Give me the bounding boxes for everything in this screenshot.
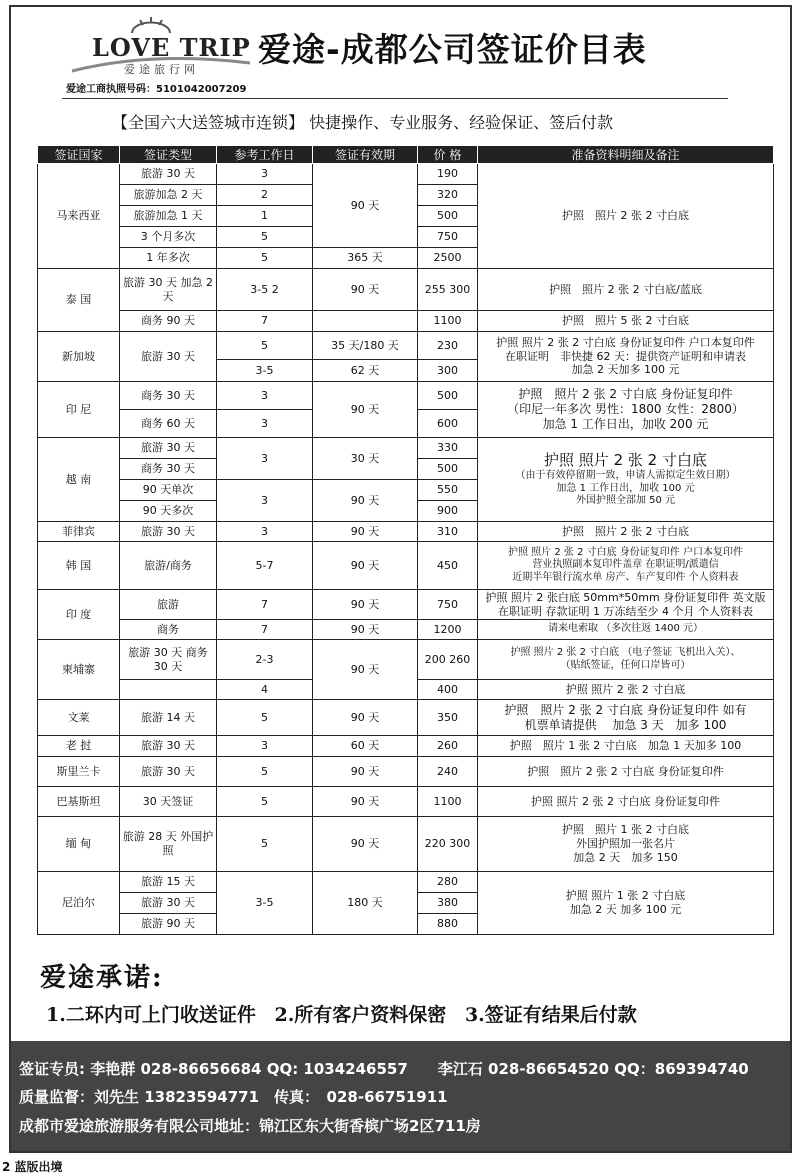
workdays-cell: 3-5 2 — [217, 269, 313, 311]
section-label: 蓝版出境 — [14, 1160, 63, 1174]
price-cell: 230 — [418, 332, 478, 360]
workdays-cell: 3 — [217, 410, 313, 438]
workdays-cell: 1 — [217, 206, 313, 227]
workdays-cell: 2-3 — [217, 640, 313, 680]
workdays-cell: 3 — [217, 382, 313, 410]
country-cell: 印 尼 — [38, 382, 120, 438]
contact-line-supervisor: 质量监督：刘先生 13823594771 传真： 028-66751911 — [19, 1088, 448, 1106]
workdays-cell: 4 — [217, 680, 313, 700]
country-cell: 菲律宾 — [38, 522, 120, 542]
notes-line: 护照 照片 2 张 2 寸白底 身份证复印件 户口本复印件 — [508, 546, 743, 558]
price-cell: 310 — [418, 522, 478, 542]
visa-type-cell: 旅游/商务 — [120, 542, 217, 590]
notes-line: 机票单请提供 加急 3 天 加多 100 — [524, 717, 727, 732]
validity-cell: 62 天 — [313, 360, 418, 382]
country-cell: 巴基斯坦 — [38, 787, 120, 817]
column-header: 价 格 — [418, 146, 478, 164]
notes-cell — [478, 332, 774, 382]
workdays-cell: 5 — [217, 227, 313, 248]
notes-cell — [478, 787, 774, 817]
country-cell: 泰 国 — [38, 269, 120, 332]
country-cell: 柬埔寨 — [38, 640, 120, 700]
workdays-cell: 5 — [217, 700, 313, 736]
price-cell: 280 — [418, 872, 478, 893]
visa-type-cell: 旅游 90 天 — [120, 914, 217, 935]
price-cell: 500 — [418, 459, 478, 480]
workdays-cell: 7 — [217, 311, 313, 332]
price-cell: 450 — [418, 542, 478, 590]
visa-type-cell — [120, 680, 217, 700]
workdays-cell: 3 — [217, 438, 313, 480]
workdays-cell: 7 — [217, 590, 313, 620]
visa-type-cell: 3 个月多次 — [120, 227, 217, 248]
logo-text: LOVE TRIP — [92, 33, 251, 62]
price-cell: 255 300 — [418, 269, 478, 311]
notes-line: 加急 2 天加多 100 元 — [571, 363, 680, 377]
notes-line: 护照 照片 2 张 2 寸白底 身份证复印件 如有 — [504, 702, 747, 717]
validity-cell: 90 天 — [313, 640, 418, 700]
country-cell: 尼泊尔 — [38, 872, 120, 935]
visa-type-cell: 旅游加急 1 天 — [120, 206, 217, 227]
business-license-number: 爱途工商执照号码：5101042007209 — [66, 84, 247, 95]
workdays-cell: 3-5 — [217, 872, 313, 935]
visa-type-cell: 旅游 30 天 商务 30 天 — [120, 640, 217, 680]
promise-item: 1.二环内可上门收送证件 — [46, 1004, 256, 1026]
notes-line: 外国护照加一张名片 — [576, 837, 675, 851]
price-cell: 2500 — [418, 248, 478, 269]
country-cell: 缅 甸 — [38, 817, 120, 872]
visa-type-cell: 90 天单次 — [120, 480, 217, 501]
price-cell: 880 — [418, 914, 478, 935]
visa-type-cell: 旅游 30 天 — [120, 332, 217, 382]
promise-list — [46, 1000, 649, 1027]
notes-cell — [478, 590, 774, 620]
notes-line: （印尼一年多次 男性：1800 女性：2800） — [507, 402, 744, 416]
visa-type-cell: 商务 — [120, 620, 217, 640]
visa-type-cell: 旅游 30 天 — [120, 438, 217, 459]
notes-line: 在职证明 存款证明 1 万冻结至少 4 个月 个人资料表 — [498, 604, 753, 618]
visa-type-cell: 旅游 14 天 — [120, 700, 217, 736]
company-logo — [62, 15, 252, 75]
visa-type-cell: 1 年多次 — [120, 248, 217, 269]
visa-type-cell: 30 天签证 — [120, 787, 217, 817]
country-cell: 新加坡 — [38, 332, 120, 382]
country-cell: 越 南 — [38, 438, 120, 522]
workdays-cell: 5-7 — [217, 542, 313, 590]
notes-line: 请来电索取 （多次往返 1400 元） — [548, 623, 703, 635]
slogan: 【全国六大送签城市连锁】 快捷操作、专业服务、经验保证、签后付款 — [112, 113, 614, 132]
notes-line: 加急 2 天 加多 150 — [573, 850, 678, 864]
promise-item: 3.签证有结果后付款 — [464, 1004, 637, 1026]
validity-cell: 30 天 — [313, 438, 418, 480]
price-cell: 900 — [418, 501, 478, 522]
notes-line: 护照 照片 2 张 2 寸白底 身份证复印件 — [527, 764, 724, 778]
workdays-cell: 2 — [217, 185, 313, 206]
notes-line: 在职证明 非快捷 62 天：提供资产证明和申请表 — [505, 349, 746, 363]
workdays-cell: 5 — [217, 248, 313, 269]
workdays-cell: 3-5 — [217, 360, 313, 382]
notes-cell — [478, 700, 774, 736]
promise-title: 爱途承诺: — [40, 963, 164, 993]
workdays-cell: 5 — [217, 757, 313, 787]
table-row — [38, 311, 774, 332]
price-cell: 380 — [418, 893, 478, 914]
notes-cell — [478, 757, 774, 787]
price-cell: 1100 — [418, 787, 478, 817]
price-cell: 1100 — [418, 311, 478, 332]
workdays-cell: 3 — [217, 480, 313, 522]
table-row — [38, 640, 774, 680]
validity-cell: 90 天 — [313, 164, 418, 248]
price-cell: 320 — [418, 185, 478, 206]
validity-cell: 90 天 — [313, 590, 418, 620]
notes-cell — [478, 872, 774, 935]
notes-line: （由于有效停留期一致，申请人需拟定生效日期） — [515, 470, 736, 482]
notes-cell — [478, 382, 774, 438]
price-cell: 1200 — [418, 620, 478, 640]
table-row — [38, 736, 774, 757]
price-cell: 500 — [418, 382, 478, 410]
notes-cell — [478, 680, 774, 700]
column-header: 参考工作日 — [217, 146, 313, 164]
validity-cell: 90 天 — [313, 480, 418, 522]
visa-type-cell: 商务 30 天 — [120, 459, 217, 480]
validity-cell: 180 天 — [313, 872, 418, 935]
country-cell: 老 挝 — [38, 736, 120, 757]
price-cell: 220 300 — [418, 817, 478, 872]
notes-cell — [478, 438, 774, 522]
notes-line: 护照 照片 2 张 2 寸白底 身份证复印件 — [531, 794, 720, 808]
validity-cell: 90 天 — [313, 522, 418, 542]
column-header: 签证类型 — [120, 146, 217, 164]
validity-cell: 365 天 — [313, 248, 418, 269]
validity-cell: 90 天 — [313, 620, 418, 640]
price-cell: 240 — [418, 757, 478, 787]
validity-cell: 90 天 — [313, 817, 418, 872]
notes-line: 护照 照片 2 张 2 寸白底 — [562, 524, 689, 538]
visa-type-cell: 商务 60 天 — [120, 410, 217, 438]
visa-type-cell: 商务 30 天 — [120, 382, 217, 410]
contact-line-staff: 签证专员: 李艳群 028-86656684 QQ: 1034246557 李江石 028-86654520 QQ：869394740 — [19, 1060, 749, 1078]
price-cell: 750 — [418, 227, 478, 248]
visa-type-cell: 旅游 28 天 外国护照 — [120, 817, 217, 872]
notes-cell — [478, 269, 774, 311]
table-row — [38, 164, 774, 185]
price-cell: 550 — [418, 480, 478, 501]
workdays-cell: 5 — [217, 332, 313, 360]
validity-cell: 90 天 — [313, 542, 418, 590]
price-cell: 200 260 — [418, 640, 478, 680]
country-cell: 印 度 — [38, 590, 120, 640]
notes-line: 护照 照片 5 张 2 寸白底 — [562, 314, 689, 328]
notes-line: 护照 照片 2 张 2 寸白底 身份证复印件 户口本复印件 — [496, 335, 755, 349]
notes-cell — [478, 542, 774, 590]
validity-cell: 35 天/180 天 — [313, 332, 418, 360]
validity-cell — [313, 311, 418, 332]
visa-type-cell: 旅游 15 天 — [120, 872, 217, 893]
notes-cell — [478, 522, 774, 542]
column-header: 签证有效期 — [313, 146, 418, 164]
notes-line: 近期半年银行流水单 房产、车产复印件 个人资料表 — [512, 571, 739, 583]
notes-line: 护照 照片 2 张 2 寸白底 — [562, 209, 689, 223]
notes-line: 加急 1 工作日出，加收 200 元 — [542, 417, 709, 431]
notes-line: 护照 照片 2 张白底 50mm*50mm 身份证复印件 英文版 — [485, 590, 766, 604]
table-row — [38, 700, 774, 736]
table-row — [38, 269, 774, 311]
header-divider — [62, 98, 728, 99]
validity-cell: 90 天 — [313, 700, 418, 736]
notes-line: 外国护照全部加 50 元 — [575, 495, 676, 507]
country-cell: 马来西亚 — [38, 164, 120, 269]
notes-cell — [478, 640, 774, 680]
notes-cell — [478, 164, 774, 269]
visa-type-cell: 旅游加急 2 天 — [120, 185, 217, 206]
price-cell: 330 — [418, 438, 478, 459]
validity-cell: 90 天 — [313, 382, 418, 438]
notes-line: 护照 照片 1 张 2 寸白底 — [562, 823, 689, 837]
workdays-cell: 5 — [217, 787, 313, 817]
price-cell: 400 — [418, 680, 478, 700]
visa-type-cell: 商务 90 天 — [120, 311, 217, 332]
price-cell: 300 — [418, 360, 478, 382]
workdays-cell: 3 — [217, 522, 313, 542]
visa-type-cell: 旅游 30 天 加急 2 天 — [120, 269, 217, 311]
table-row — [38, 382, 774, 410]
country-cell: 韩 国 — [38, 542, 120, 590]
table-row — [38, 332, 774, 360]
price-cell: 600 — [418, 410, 478, 438]
table-row — [38, 590, 774, 620]
visa-type-cell: 旅游 30 天 — [120, 522, 217, 542]
validity-cell: 60 天 — [313, 736, 418, 757]
notes-line: 营业执照副本复印件盖章 在职证明/派遣信 — [532, 559, 719, 571]
table-row — [38, 438, 774, 459]
table-row — [38, 872, 774, 893]
country-cell: 斯里兰卡 — [38, 757, 120, 787]
page-footer — [2, 1158, 63, 1175]
contact-line-address: 成都市爱途旅游服务有限公司地址：锦江区东大街香槟广场2区711房 — [19, 1117, 481, 1135]
visa-type-cell: 旅游 30 天 — [120, 757, 217, 787]
promise-item: 2.所有客户资料保密 — [274, 1004, 447, 1026]
notes-line: 加急 2 天 加多 100 元 — [569, 903, 682, 916]
table-row — [38, 620, 774, 640]
table-row — [38, 757, 774, 787]
notes-cell — [478, 620, 774, 640]
visa-type-cell: 旅游 30 天 — [120, 164, 217, 185]
notes-line: （贴纸签证，任何口岸皆可） — [560, 659, 691, 671]
notes-line: 护照 照片 2 张 2 寸白底/蓝底 — [549, 282, 702, 296]
notes-cell — [478, 311, 774, 332]
visa-type-cell: 旅游 — [120, 590, 217, 620]
visa-price-table — [37, 145, 774, 935]
price-cell: 500 — [418, 206, 478, 227]
notes-cell — [478, 817, 774, 872]
workdays-cell: 3 — [217, 736, 313, 757]
table-header-row — [38, 146, 774, 164]
table-row — [38, 542, 774, 590]
workdays-cell: 3 — [217, 164, 313, 185]
workdays-cell: 5 — [217, 817, 313, 872]
notes-cell — [478, 736, 774, 757]
column-header: 签证国家 — [38, 146, 120, 164]
visa-type-cell: 90 天多次 — [120, 501, 217, 522]
validity-cell: 90 天 — [313, 269, 418, 311]
price-cell: 260 — [418, 736, 478, 757]
page-title: 爱途-成都公司签证价目表 — [258, 30, 647, 69]
validity-cell: 90 天 — [313, 787, 418, 817]
table-row — [38, 522, 774, 542]
notes-line: 护照 照片 2 张 2 寸白底 — [544, 451, 707, 470]
logo-subtitle: 爱途旅行网 — [124, 63, 199, 76]
price-cell: 350 — [418, 700, 478, 736]
notes-line: 护照 照片 2 张 2 寸白底 身份证复印件 — [518, 387, 733, 401]
visa-type-cell: 旅游 30 天 — [120, 893, 217, 914]
notes-line: 护照 照片 1 张 2 寸白底 — [565, 889, 686, 903]
workdays-cell: 7 — [217, 620, 313, 640]
validity-cell: 90 天 — [313, 757, 418, 787]
notes-line: 护照 照片 2 张 2 寸白底 — [565, 682, 686, 696]
page-number: 2 — [2, 1160, 11, 1174]
notes-line: 护照 照片 1 张 2 寸白底 加急 1 天加多 100 — [509, 739, 742, 753]
price-cell: 190 — [418, 164, 478, 185]
table-row — [38, 787, 774, 817]
country-cell: 文莱 — [38, 700, 120, 736]
notes-line: 加急 1 工作日出，加收 100 元 — [556, 482, 695, 494]
price-cell: 750 — [418, 590, 478, 620]
table-row — [38, 817, 774, 872]
column-header: 准备资料明细及备注 — [478, 146, 774, 164]
visa-type-cell: 旅游 30 天 — [120, 736, 217, 757]
notes-line: 护照 照片 2 张 2 寸白底 （电子签证 飞机出入关）、 — [510, 647, 741, 658]
contact-bar — [11, 1041, 790, 1151]
